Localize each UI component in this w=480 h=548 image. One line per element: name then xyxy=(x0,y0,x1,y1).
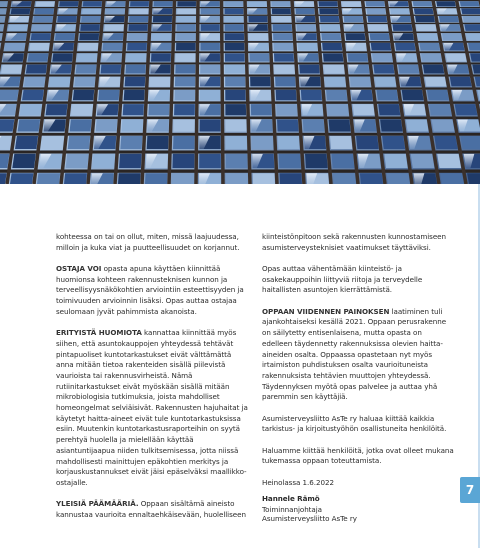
window-pane xyxy=(176,43,196,51)
window-pane xyxy=(5,43,26,51)
window-pane xyxy=(274,65,294,74)
edition-lead: OPPAAN VIIDENNEN PAINOKSEN xyxy=(262,306,390,316)
window-pane xyxy=(301,90,322,100)
signature-role: Toiminnanjohtaja xyxy=(262,505,323,515)
window-pane xyxy=(225,65,245,74)
window-pane xyxy=(329,119,351,131)
window-pane xyxy=(120,136,142,149)
window-pane xyxy=(176,53,196,61)
window-pane xyxy=(200,65,220,74)
window-pane xyxy=(15,136,38,149)
window-pane xyxy=(439,16,459,22)
window-pane xyxy=(297,24,317,31)
right-column xyxy=(262,232,454,524)
window-pane xyxy=(252,136,274,149)
window-pane xyxy=(371,43,391,51)
window-pane xyxy=(200,43,219,51)
window-pane xyxy=(319,1,338,6)
window-pane xyxy=(272,16,291,22)
window-pane xyxy=(0,119,14,131)
window-pane xyxy=(225,43,245,51)
facade-image xyxy=(0,0,480,184)
floor-band xyxy=(0,51,480,53)
intro-paragraph: kohteessa on tai on ollut, miten, missä laajuudessa, milloin ja kuka viat ja puutteellisuudet on korjannut. xyxy=(56,232,240,252)
window-pane xyxy=(32,24,52,31)
window-pane xyxy=(76,65,97,74)
window-pane xyxy=(442,33,463,40)
attention-text: kannattaa kiinnittää myös siihen, että asuntokauppojen yhteydessä tehtävät pintapuoliset kuntotarkastukset eivät välttämättä anna mitään tietoa rakenteiden sisällä piilevistä vaurioista tai rakennusvirheistä. Nämä rutiinitarkastukset eivät myöskään sisällä mitään mikrobiologisia tutkimuksia, joista mahdolliset homeongelmat selviäisivät. Rakennusten hajuhaitat ja käytetyt haitta-aineet eivät tule kuntotarkastuksissa esiin. Muutenkin kuntotarkastusraporteihin on syytä perehtyä huolella ja mielellään käyttää asiantuntijaapua niiden tulkitsemisessa, jotta niissä mahdollisesti mainittujen epäkohtien merkitys ja korjauskustannukset eivät jäisi epäselväksi maallikko-ostajalle. xyxy=(56,328,248,487)
window-pane xyxy=(101,65,122,74)
window-pane xyxy=(467,173,480,184)
window-pane xyxy=(406,119,429,131)
window-pane xyxy=(20,104,42,115)
window-pane xyxy=(26,65,47,74)
window-pane xyxy=(350,77,371,87)
left-column xyxy=(56,232,249,531)
window-pane xyxy=(8,24,28,31)
window-pane xyxy=(414,8,434,14)
window-pane xyxy=(272,8,291,14)
window-pane xyxy=(344,16,364,22)
signature-date: Heinolassa 1.6.2022 xyxy=(262,477,334,487)
window-pane xyxy=(429,104,451,115)
window-pane xyxy=(150,77,170,87)
window-pane xyxy=(321,24,341,31)
floor-band xyxy=(0,15,480,16)
window-pane xyxy=(387,173,411,184)
window-pane xyxy=(416,24,436,31)
window-pane xyxy=(82,8,101,14)
window-pane xyxy=(370,33,390,40)
window-pane xyxy=(248,1,267,6)
window-pane xyxy=(226,173,248,184)
window-pane xyxy=(402,90,424,100)
mullion xyxy=(222,0,224,184)
window-pane xyxy=(130,1,149,6)
attention-paragraph xyxy=(56,328,249,489)
window-pane xyxy=(375,77,396,87)
thanks-paragraph: Asumisterveysliitto AsTe ry haluaa kiittää kaikkia tarkistus- ja kirjoitustyöhön osallistuneita henkilöitä. xyxy=(262,413,447,434)
window-pane xyxy=(367,8,386,14)
window-pane xyxy=(200,90,220,100)
window-pane xyxy=(130,8,149,14)
buyer-text: opasta apuna käyttäen kiinnittää huomionsa kohteen rakennusteknisen kunnon ja terveellisyysnäkökohtien arviointiin esteettisyyden ja toimivuuden arvioinnin lisäksi. Opas auttaa ostajaa seulomaan jyvät pahimmista akanoista. xyxy=(56,264,244,316)
floor-band xyxy=(0,101,480,103)
window-pane xyxy=(278,136,300,149)
window-pane xyxy=(320,16,339,22)
window-pane xyxy=(225,90,245,100)
window-pane xyxy=(325,77,346,87)
window-pane xyxy=(327,104,349,115)
window-pane xyxy=(464,24,480,31)
window-pane xyxy=(376,90,398,100)
maintenance-paragraph: kiinteistönpitoon sekä rakennusten kunnostamiseen asumisterveysteknisiet vaatimukset täyttäviksi. xyxy=(262,232,446,252)
window-pane xyxy=(226,154,248,168)
window-pane xyxy=(175,90,196,100)
window-pane xyxy=(275,77,296,87)
window-pane xyxy=(322,43,342,51)
window-pane xyxy=(225,1,244,6)
window-pane xyxy=(273,43,293,51)
window-pane xyxy=(373,65,394,74)
window-pane xyxy=(248,16,267,22)
window-pane xyxy=(152,33,171,40)
window-pane xyxy=(384,154,407,168)
window-pane xyxy=(427,90,449,100)
floor-band xyxy=(0,41,480,43)
window-pane xyxy=(49,77,70,87)
window-pane xyxy=(225,24,244,31)
buyer-lead: OSTAJA VOI xyxy=(56,264,102,273)
window-pane xyxy=(273,33,293,40)
window-pane xyxy=(276,104,297,115)
window-pane xyxy=(172,154,194,168)
disputes-paragraph: Opas auttaa vähentämään kiinteistö- ja osakekauppoihin liittyviä riitoja ja terveydelle haitallisten asuntojen kierrättämistä. xyxy=(262,264,423,295)
window-pane xyxy=(174,119,195,131)
window-pane xyxy=(249,33,268,40)
window-pane xyxy=(425,77,447,87)
window-pane xyxy=(460,1,480,6)
window-pane xyxy=(200,119,221,131)
window-pane xyxy=(78,43,98,51)
window-pane xyxy=(83,1,102,6)
window-pane xyxy=(225,77,245,87)
window-pane xyxy=(36,1,55,6)
window-pane xyxy=(71,104,93,115)
window-pane xyxy=(96,119,118,131)
window-pane xyxy=(463,16,480,22)
window-pane xyxy=(173,136,194,149)
window-pane xyxy=(446,53,467,61)
window-pane xyxy=(128,24,147,31)
window-pane xyxy=(172,173,194,184)
window-pane xyxy=(11,8,31,14)
window-pane xyxy=(145,173,168,184)
window-pane xyxy=(225,33,244,40)
window-pane xyxy=(253,173,275,184)
floor-band xyxy=(0,7,480,8)
window-pane xyxy=(368,24,388,31)
window-pane xyxy=(80,24,100,31)
window-pane xyxy=(392,24,412,31)
window-pane xyxy=(18,119,41,131)
window-pane xyxy=(434,136,457,149)
page-number-tab: 7 xyxy=(460,477,480,503)
window-pane xyxy=(276,90,297,100)
goals-paragraph xyxy=(56,499,249,520)
edition-text: laatiminen tuli ajankohtaiseksi kesällä 2021. Oppaan perusrakenne on säilytetty entisenlaisena, mutta opasta on edelleen täydennetty rakennuksissa olevien haitta-aineiden osalta. Oppaassa opastetaan nyt myös irtaimiston puhdistuksen osalta vaurioituneista rakennuksista tehtävien muuttojen yhteydessä. Täydennyksen myötä opas palvelee ja auttaa yhä paremmin sen käyttäjiä. xyxy=(262,306,447,402)
window-pane xyxy=(225,8,244,14)
window-pane xyxy=(36,173,60,184)
window-pane xyxy=(330,136,352,149)
floor-band xyxy=(0,23,480,24)
signature-name: Hannele Rämö xyxy=(262,494,320,504)
window-pane xyxy=(277,119,299,131)
window-pane xyxy=(460,136,480,149)
floor-band xyxy=(0,117,480,120)
window-pane xyxy=(1,65,22,74)
window-pane xyxy=(440,173,465,184)
floor-band xyxy=(0,32,480,34)
window-pane xyxy=(175,65,195,74)
window-pane xyxy=(272,1,291,6)
window-pane xyxy=(55,33,75,40)
window-pane xyxy=(395,43,416,51)
window-pane xyxy=(57,16,77,22)
window-pane xyxy=(129,16,148,22)
window-pane xyxy=(147,136,169,149)
window-pane xyxy=(199,154,221,168)
window-pane xyxy=(41,136,64,149)
window-pane xyxy=(423,65,444,74)
window-pane xyxy=(250,77,270,87)
window-pane xyxy=(225,53,245,61)
window-pane xyxy=(470,53,480,61)
window-pane xyxy=(46,104,68,115)
window-pane xyxy=(98,90,119,100)
window-pane xyxy=(225,104,246,115)
window-pane xyxy=(226,136,247,149)
window-pane xyxy=(22,90,44,100)
window-pane xyxy=(280,173,303,184)
window-pane xyxy=(74,77,95,87)
window-pane xyxy=(175,77,195,87)
window-pane xyxy=(64,173,87,184)
window-pane xyxy=(31,33,51,40)
buyer-paragraph xyxy=(56,264,249,318)
window-pane xyxy=(154,1,173,6)
window-pane xyxy=(415,16,435,22)
floor-band xyxy=(0,133,480,136)
window-pane xyxy=(34,8,53,14)
window-pane xyxy=(119,154,141,168)
window-pane xyxy=(348,53,369,61)
window-pane xyxy=(345,33,365,40)
window-pane xyxy=(126,53,146,61)
window-pane xyxy=(0,136,12,149)
signature-org: Asumisterveysliitto AsTe ry xyxy=(262,514,357,524)
window-pane xyxy=(418,33,438,40)
window-pane xyxy=(372,53,393,61)
window-pane xyxy=(390,8,410,14)
goals-lead: YLEISIÄ PÄÄMÄÄRIÄ. xyxy=(56,499,139,509)
window-pane xyxy=(177,16,196,22)
window-pane xyxy=(353,104,375,115)
window-pane xyxy=(333,173,356,184)
window-pane xyxy=(356,136,379,149)
window-pane xyxy=(279,154,301,168)
window-pane xyxy=(251,104,272,115)
window-pane xyxy=(123,104,144,115)
window-pane xyxy=(455,104,478,115)
window-pane xyxy=(273,24,292,31)
window-pane xyxy=(81,16,100,22)
window-pane xyxy=(382,136,405,149)
window-pane xyxy=(432,119,455,131)
window-pane xyxy=(201,24,220,31)
window-pane xyxy=(274,53,294,61)
window-pane xyxy=(323,53,343,61)
window-pane xyxy=(106,8,125,14)
window-pane xyxy=(419,43,440,51)
window-pane xyxy=(305,154,328,168)
window-pane xyxy=(52,53,73,61)
edition-paragraph xyxy=(262,307,454,403)
window-pane xyxy=(0,90,19,100)
window-pane xyxy=(103,43,123,51)
window-pane xyxy=(466,33,480,40)
window-pane xyxy=(127,43,147,51)
window-pane xyxy=(177,24,196,31)
window-pane xyxy=(378,104,400,115)
goals-text: Oppaan sisältämä aineisto kannustaa vaurioita ennaltaehkäisevään, huolelliseen xyxy=(56,499,246,519)
window-pane xyxy=(398,65,419,74)
window-pane xyxy=(436,1,456,6)
support-paragraph: Haluamme kiittää henkilöitä, jotka ovat olleet mukana tukemassa oppaan toteuttamista. xyxy=(262,445,454,466)
window-pane xyxy=(319,8,338,14)
window-pane xyxy=(128,33,148,40)
attention-lead: ERITYISTÄ HUOMIOTA xyxy=(56,328,142,338)
window-pane xyxy=(122,119,144,131)
window-pane xyxy=(79,33,99,40)
building-facade-photo xyxy=(0,0,480,184)
window-pane xyxy=(148,104,169,115)
floor-band xyxy=(0,170,480,173)
window-pane xyxy=(68,136,90,149)
window-pane xyxy=(118,173,141,184)
window-pane xyxy=(324,65,345,74)
window-pane xyxy=(177,1,196,6)
window-pane xyxy=(174,104,195,115)
window-pane xyxy=(9,173,33,184)
window-pane xyxy=(73,90,94,100)
window-pane xyxy=(468,43,480,51)
window-pane xyxy=(126,65,146,74)
window-pane xyxy=(367,16,387,22)
window-pane xyxy=(298,43,318,51)
window-pane xyxy=(411,154,435,168)
window-pane xyxy=(321,33,341,40)
window-pane xyxy=(153,16,172,22)
window-pane xyxy=(380,119,402,131)
window-pane xyxy=(151,53,171,61)
mullion xyxy=(196,0,198,184)
window-pane xyxy=(225,119,246,131)
window-pane xyxy=(125,77,146,87)
window-pane xyxy=(421,53,442,61)
window-pane xyxy=(413,1,432,6)
window-pane xyxy=(104,24,124,31)
window-pane xyxy=(249,53,269,61)
window-pane xyxy=(77,53,97,61)
window-pane xyxy=(326,90,347,100)
window-pane xyxy=(28,53,49,61)
window-pane xyxy=(225,16,244,22)
window-pane xyxy=(59,1,78,6)
window-pane xyxy=(299,65,319,74)
window-pane xyxy=(331,154,354,168)
window-pane xyxy=(360,173,384,184)
window-pane xyxy=(33,16,53,22)
window-pane xyxy=(201,8,220,14)
window-pane xyxy=(92,154,115,168)
window-pane xyxy=(70,119,92,131)
window-pane xyxy=(66,154,89,168)
window-pane xyxy=(342,1,361,6)
window-pane xyxy=(450,77,472,87)
window-pane xyxy=(124,90,145,100)
window-pane xyxy=(24,77,45,87)
window-pane xyxy=(366,1,385,6)
window-pane xyxy=(176,33,195,40)
window-pane xyxy=(12,154,35,168)
window-pane xyxy=(437,154,461,168)
window-pane xyxy=(303,119,325,131)
window-pane xyxy=(177,8,196,14)
window-pane xyxy=(296,8,315,14)
window-pane xyxy=(29,43,49,51)
window-pane xyxy=(461,8,480,14)
